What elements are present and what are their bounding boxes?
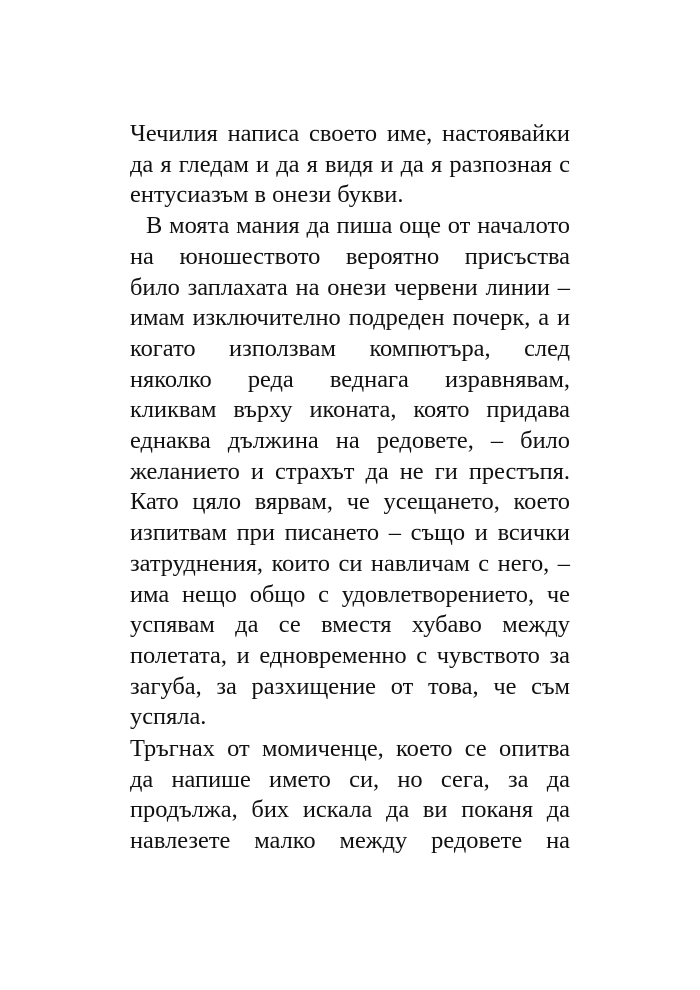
text-line: еднаква дължина на редовете, – било <box>130 427 570 455</box>
text-line: на юношеството вероятно присъства <box>130 242 570 270</box>
text-line: полетата, и едновременно с чувството за <box>130 641 570 669</box>
text-block-bottom <box>130 734 570 857</box>
text-line: навлезете малко между редовете на <box>130 827 570 855</box>
text-line: няколко реда веднага изравнявам, <box>130 365 570 393</box>
text-line: имам изключително подреден почерк, а и <box>130 304 570 332</box>
text-line: Тръгнах от момиченце, което се опитва <box>130 735 570 762</box>
text-line: да напише името си, но сега, за да <box>130 765 570 793</box>
text-line: да я гледам и да я видя и да я разпозная с <box>130 150 570 178</box>
text-line: успявам да се вместя хубаво между <box>130 611 570 639</box>
text-line: има нещо общо с удовлетворението, че <box>130 580 570 608</box>
text-line: било заплахата на онези червени линии – <box>130 273 570 301</box>
text-line: когато използвам компютъра, след <box>130 334 570 362</box>
text-line: затруднения, които си навличам с него, – <box>130 549 570 577</box>
text-line: В моята мания да пиша още от началото <box>146 212 570 240</box>
text-line: желанието и страхът да не ги престъпя. <box>130 457 570 485</box>
text-line: продължа, бих искала да ви поканя да <box>130 796 570 824</box>
text-line: Чечилия написа своето име, настоявайки <box>130 120 570 147</box>
text-line: Като цяло вярвам, че усещането, което <box>130 488 570 516</box>
text-line: загуба, за разхищение от това, че съм <box>130 672 570 700</box>
text-line: успяла. <box>130 703 207 731</box>
text-block-top <box>130 119 570 733</box>
text-line: ентусиазъм в онези букви. <box>130 181 404 209</box>
text-line: изпитвам при писането – също и всички <box>130 519 570 547</box>
text-line: кликвам върху иконата, която придава <box>130 396 570 424</box>
